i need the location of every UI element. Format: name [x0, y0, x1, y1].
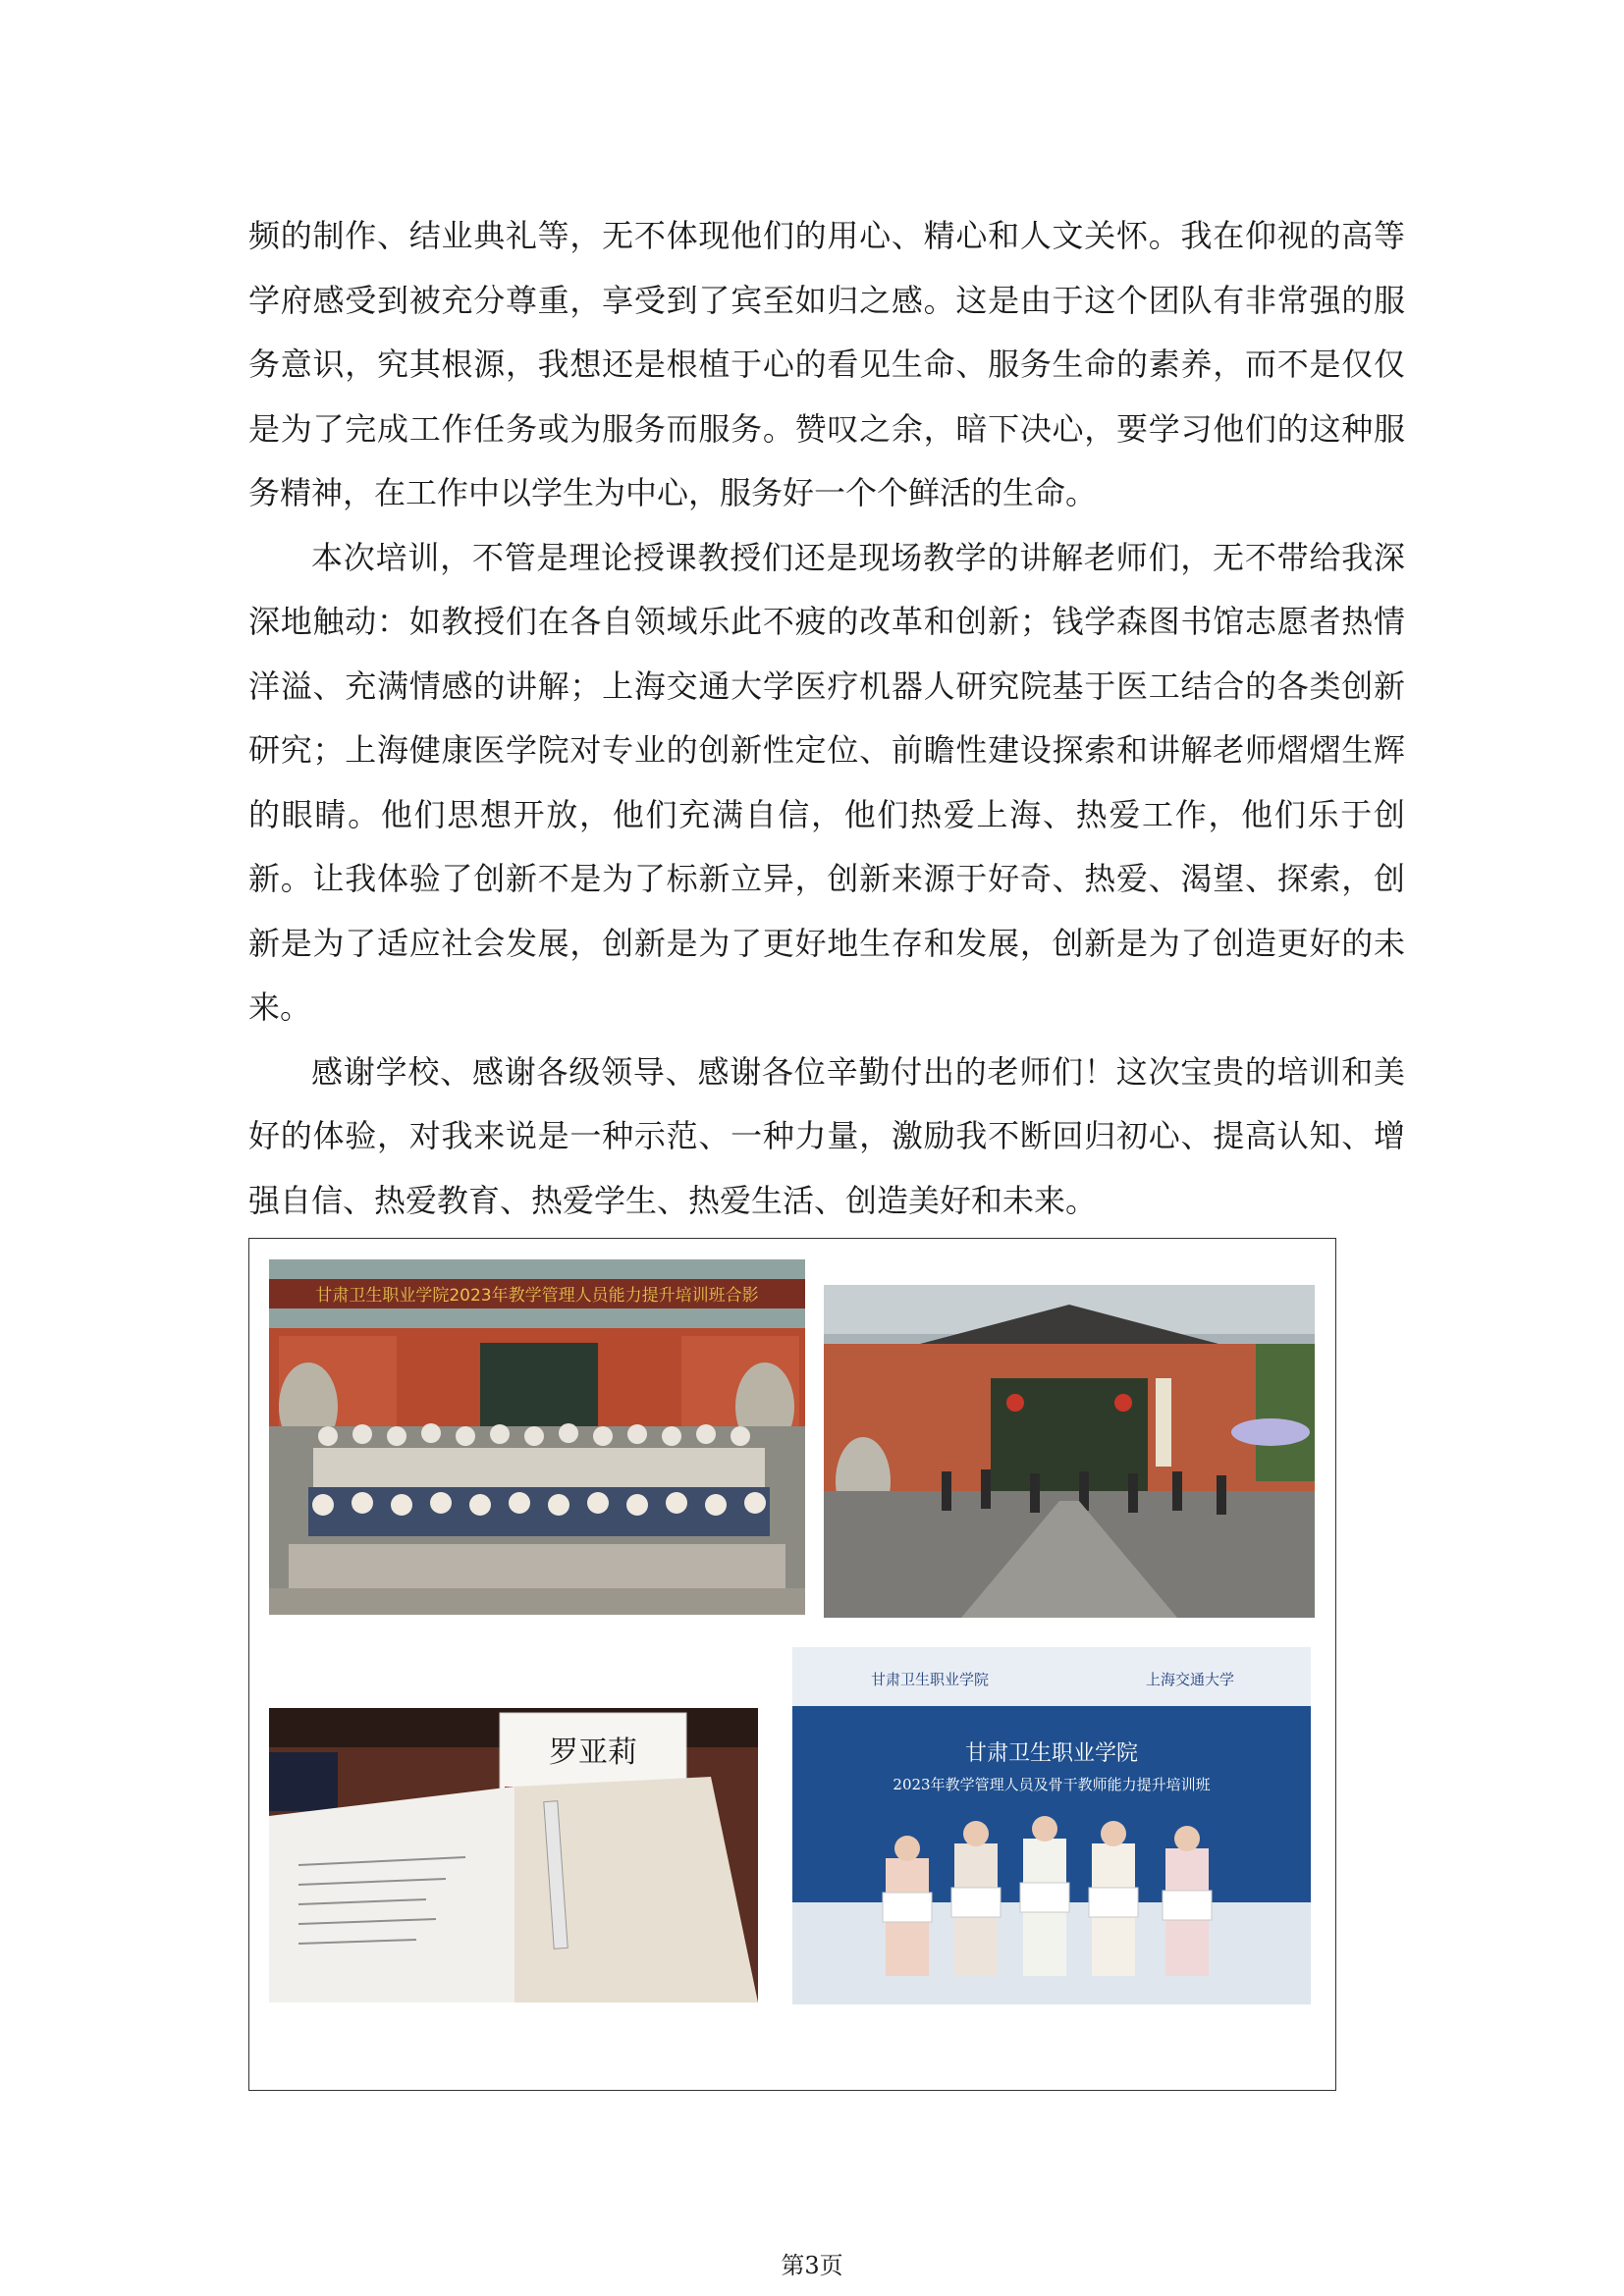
certificate-ceremony-photo	[792, 1647, 1311, 2004]
paragraph-1: 频的制作、结业典礼等，无不体现他们的用心、精心和人文关怀。我在仰视的高等学府感受到被充分尊重，享受到了宾至如归之感。这是由于这个团队有非常强的服务意识，究其根源，我想还是根植于心的看见生命、服务生命的素养，而不是仅仅是为了完成工作任务或为服务而服务。赞叹之余，暗下决心，要学习他们的这种服务精神，在工作中以学生为中心，服务好一个个鲜活的生命。	[248, 217, 1405, 511]
group-photo-banner: 甘肃卫生职业学院2023年教学管理人员能力提升培训班合影	[315, 1286, 759, 1306]
nameplate-text: 罗亚莉	[549, 1735, 637, 1770]
backdrop-logo-left: 甘肃卫生职业学院	[871, 1671, 990, 1688]
backdrop-subtitle: 2023年教学管理人员及骨干教师能力提升培训班	[893, 1776, 1211, 1793]
paragraph-2: 本次培训，不管是理论授课教授们还是现场教学的讲解老师们，无不带给我深深地触动：如教授们在各自领域乐此不疲的改革和创新；钱学森图书馆志愿者热情洋溢、充满情感的讲解；上海交通大学医疗机器人研究院基于医工结合的各类创新研究；上海健康医学院对专业的创新性定位、前瞻性建设探索和讲解老师熠熠生辉的眼睛。他们思想开放，他们充满自信，他们热爱上海、热爱工作，他们乐于创新。让我体验了创新不是为了标新立异，创新来源于好奇、热爱、渴望、探索，创新是为了适应社会发展，创新是为了更好地生存和发展，创新是为了创造更好的未来。	[248, 538, 1405, 1026]
campus-gate-photo	[824, 1285, 1315, 1618]
paragraph-3: 感谢学校、感谢各级领导、感谢各位辛勤付出的老师们！这次宝贵的培训和美好的体验，对我来说是一种示范、一种力量，激励我不断回归初心、提高认知、增强自信、热爱教育、热爱学生、热爱生活、创造美好和未来。	[248, 1052, 1405, 1219]
page-number: 第3页	[781, 2252, 843, 2279]
backdrop-logo-right: 上海交通大学	[1146, 1671, 1235, 1688]
group-photo	[269, 1259, 805, 1615]
nameplate-desk-photo	[269, 1708, 758, 2002]
backdrop-title: 甘肃卫生职业学院	[964, 1741, 1139, 1766]
article-body	[248, 204, 1405, 1233]
